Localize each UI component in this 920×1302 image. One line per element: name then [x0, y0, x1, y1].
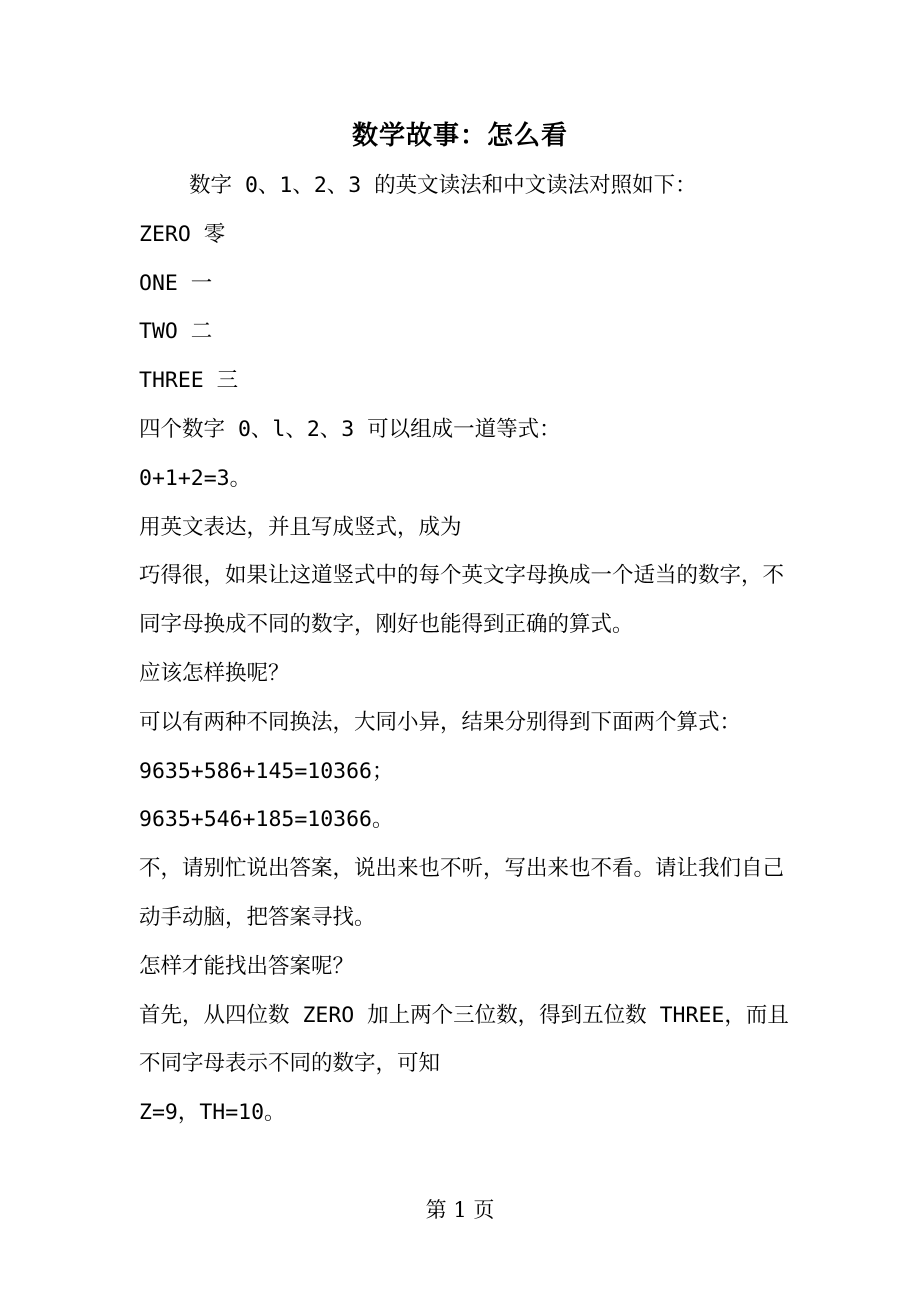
paragraph-coincidence: 巧得很，如果让这道竖式中的每个英文字母换成一个适当的数字，不同字母换成不同的数字，刚好也能得到正确的算式。 — [139, 563, 785, 638]
paragraph-intro: 数字 0、1、2、3 的英文读法和中文读法对照如下： — [189, 173, 697, 198]
paragraph-zero: ZERO 零 — [139, 221, 226, 247]
paragraph-equation-intro: 四个数字 0、l、2、3 可以组成一道等式： — [139, 416, 561, 442]
paragraph-first-step: 首先，从四位数 ZERO 加上两个三位数，得到五位数 THREE，而且不同字母表示不同的数字，可知 — [139, 1002, 789, 1077]
paragraph-question: 应该怎样换呢？ — [139, 660, 290, 686]
paragraph-one: ONE 一 — [139, 270, 213, 296]
paragraph-conclusion: Z=9，TH=10。 — [139, 1100, 286, 1126]
paragraph-equation: 0+1+2=3。 — [139, 465, 252, 491]
paragraph-two: TWO 二 — [139, 319, 213, 345]
page-number: 第 1 页 — [425, 1198, 495, 1222]
paragraph-two-methods: 可以有两种不同换法，大同小异，结果分别得到下面两个算式： — [139, 709, 742, 735]
paragraph-how-to-find: 怎样才能找出答案呢？ — [139, 953, 355, 979]
paragraph-english-expression: 用英文表达，并且写成竖式，成为 — [139, 514, 462, 540]
document-body — [139, 162, 789, 1138]
paragraph-dont-tell: 不，请别忙说出答案，说出来也不听，写出来也不看。请让我们自己动手动脑，把答案寻找。 — [139, 856, 785, 930]
document-title: 数学故事：怎么看 — [351, 121, 568, 151]
paragraph-three: THREE 三 — [139, 368, 239, 394]
paragraph-solution-1: 9635+586+145=10366； — [139, 758, 394, 784]
paragraph-solution-2: 9635+546+185=10366。 — [139, 807, 394, 833]
